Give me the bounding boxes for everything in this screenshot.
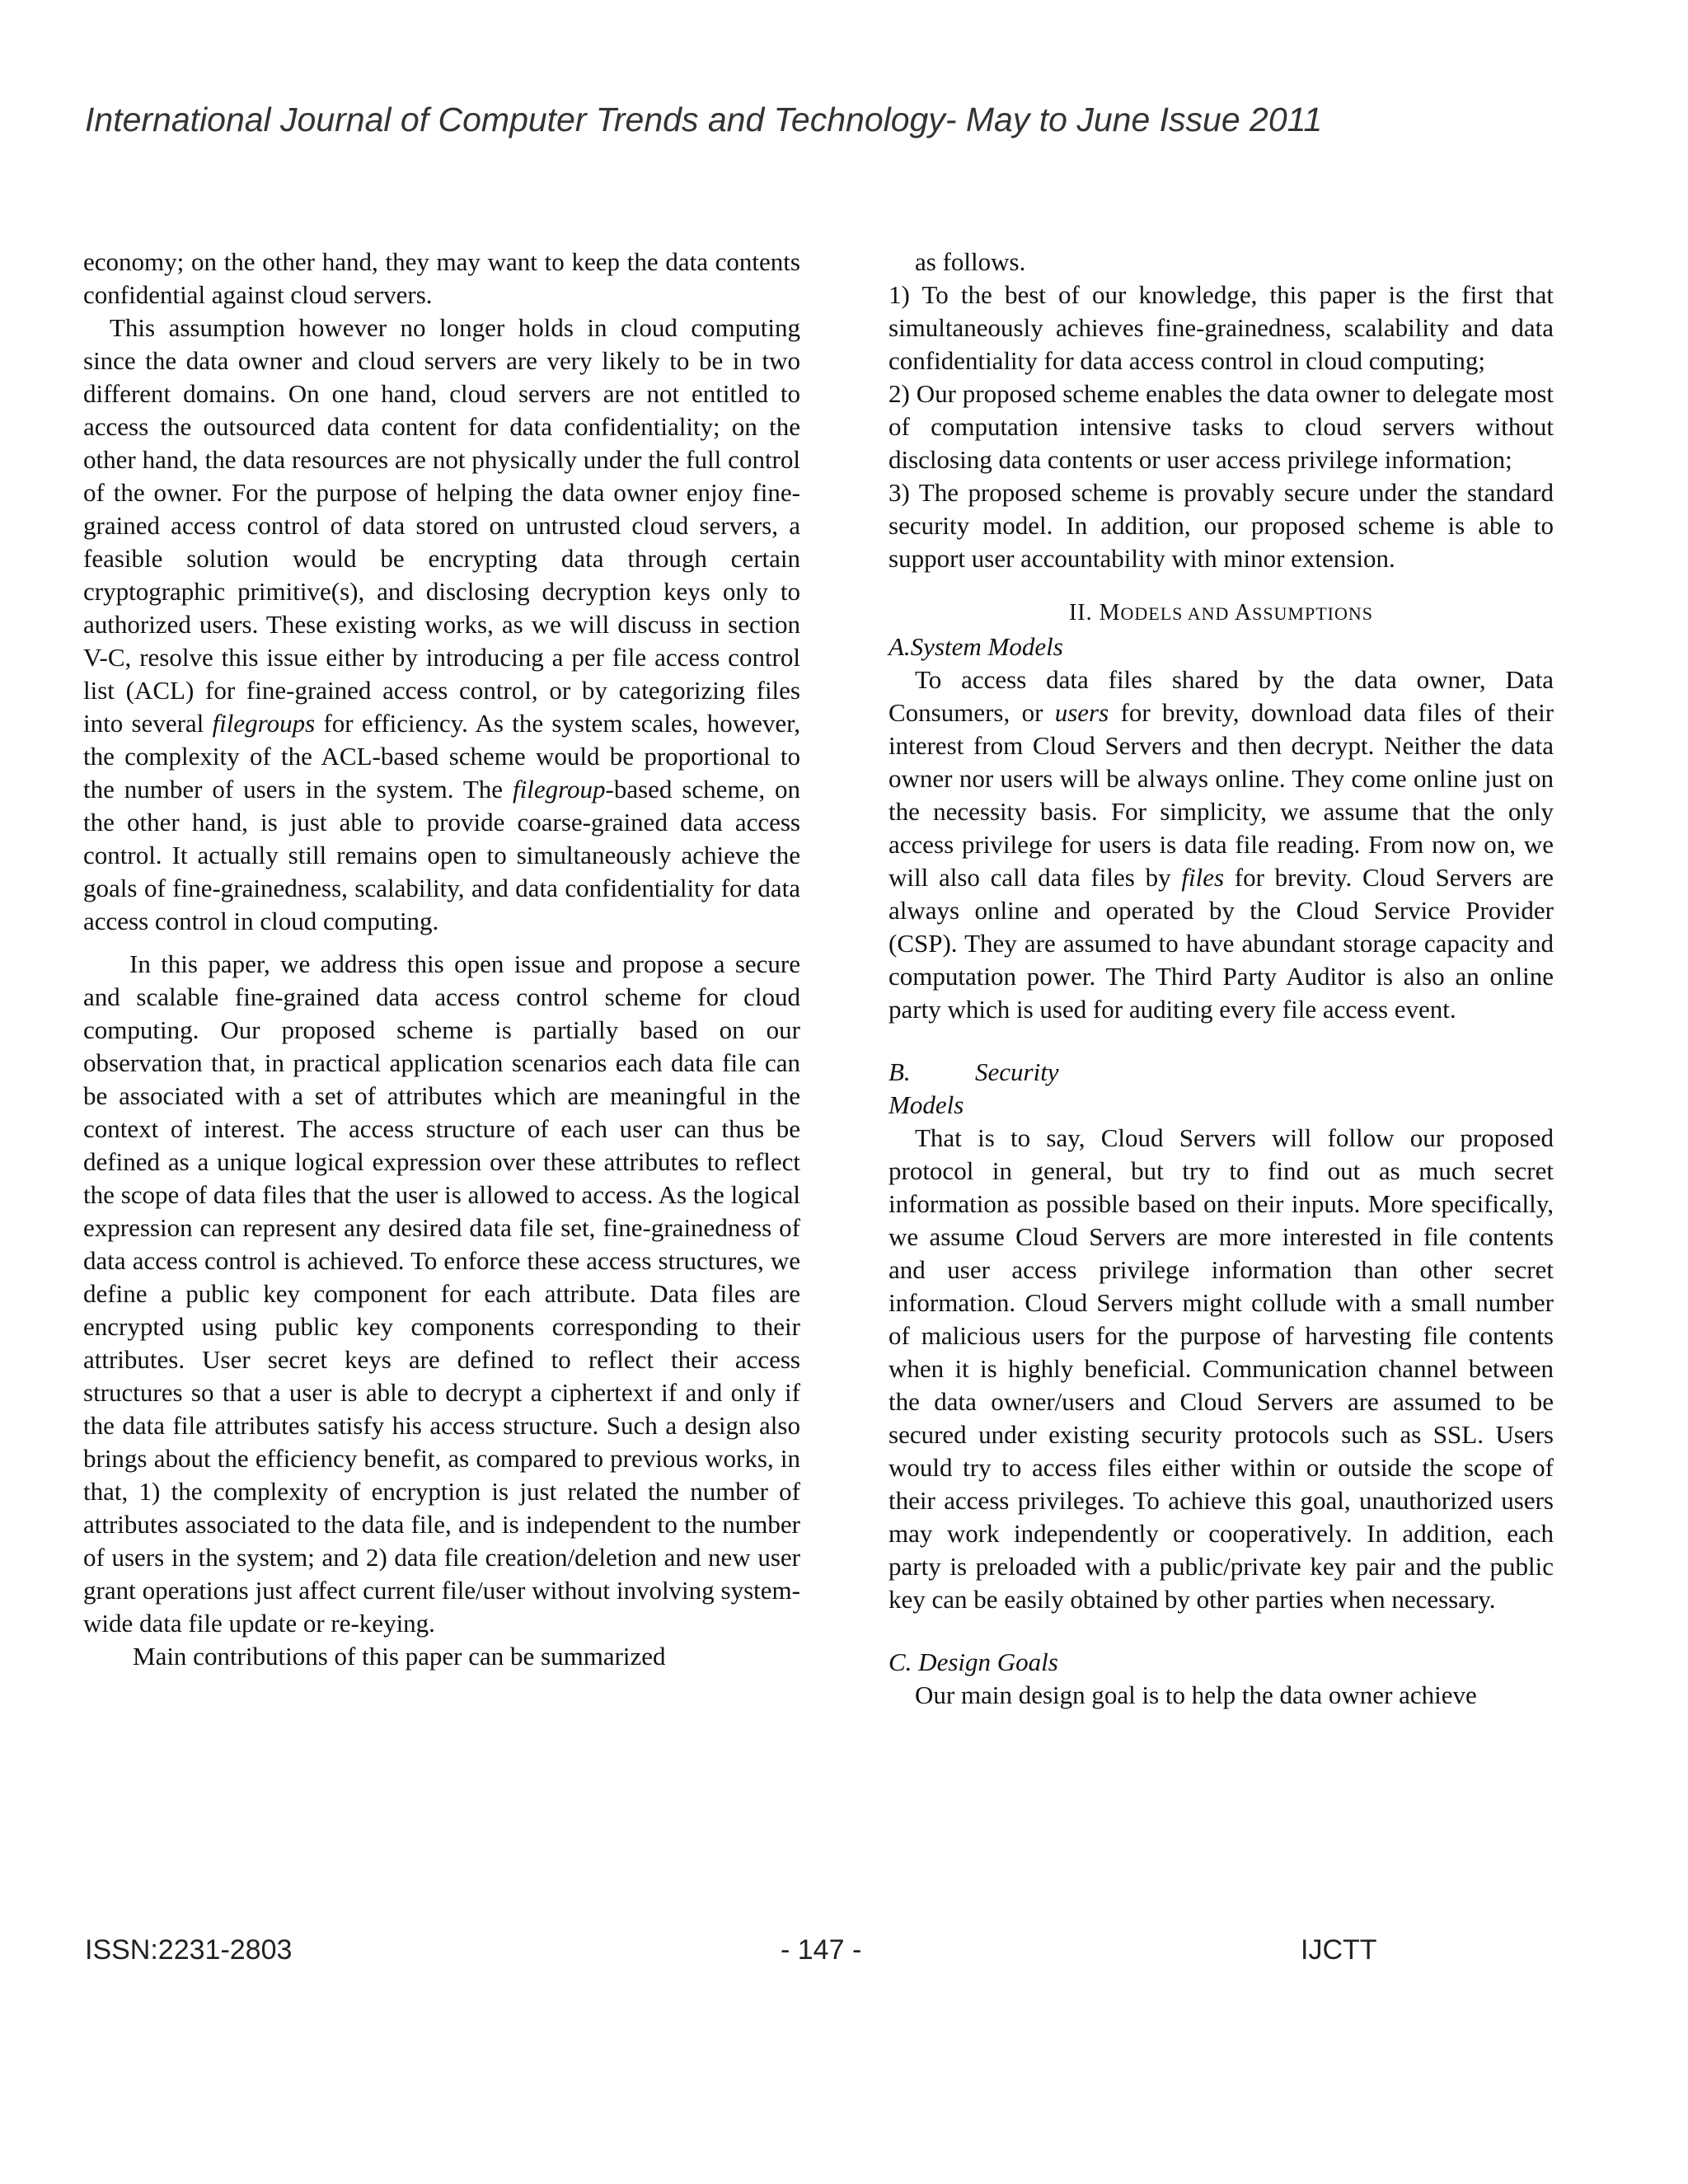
text-run: for efficiency. As the system scales, however, the complexity of the ACL-based scheme would be proportional to the number of users in the system. The [83, 709, 801, 804]
paragraph-assumption [83, 312, 800, 938]
journal-header: International Journal of Computer Trends and Technology- May to June Issue 2011 [85, 101, 1323, 138]
subsection-security-models [889, 1056, 1554, 1122]
footer-issn: ISSN:2231-2803 [85, 1934, 293, 1966]
contribution-item-3: 3) The proposed scheme is provably secure under the standard security model. In addition, our proposed scheme is able to support user accountability with minor extension. [889, 478, 1554, 573]
footer-page-number: - 147 - [781, 1934, 862, 1966]
paragraph-proposal: In this paper, we address this open issue and propose a secure and scalable fine-grained data access control scheme for cloud computing. Our proposed scheme is partially based on our observation that, in practical application scenarios each data file can be associated with a set of attributes which are meaningful in the context of interest. The access structure of each user can thus be defined as a unique logical expression over these attributes to reflect the scope of data files that the user is allowed to access. As the logical expression can represent any desired data file set, fine-grainedness of data access control is achieved. To enforce these access structures, we define a public key component for each attribute. Data files are encrypted using public key components corresponding to their attributes. User secret keys are defined to reflect their access structures so that a user is able to decrypt a ciphertext if and only if the data file attributes satisfy his access structure. Such a design also brings about the efficiency benefit, as compared to previous works, in that, 1) the complexity of encryption is just related the number of attributes associated to the data file, and is independent to the number of users in the system; and 2) data file creation/deletion and new user grant operations just affect current file/user without involving system-wide data file update or re-keying. [83, 949, 800, 1638]
subsection-word: Models [889, 1090, 964, 1119]
text-run: To access data files shared by the data owner, Data Consumers, or [889, 665, 1554, 727]
subsection-label: B. [889, 1057, 911, 1086]
section-small-caps: SSUMPTIONS [1252, 603, 1374, 624]
subsection-design-goals: C. Design Goals [889, 1647, 1058, 1676]
paragraph-economy: economy; on the other hand, they may want to keep the data contents confidential against cloud servers. [83, 247, 800, 309]
section-cap: A [1234, 600, 1253, 626]
section-small-caps: ODELS AND [1120, 603, 1230, 624]
emphasis-filegroups: filegroups [212, 709, 316, 738]
section-cap: M [1099, 600, 1121, 626]
emphasis-files: files [1181, 863, 1225, 892]
paragraph-system-models [889, 663, 1554, 1026]
text-run: for brevity. Cloud Servers are always online and operated by the Cloud Service Provider (CSP). They are assumed to have abundant storage capacity and computation power. The Third Party Auditor is also an online party which is used for auditing every file access event. [889, 863, 1554, 1024]
section-heading-models-assumptions [889, 597, 1554, 630]
right-column [889, 246, 1554, 1712]
paragraph-as-follows: as follows. [915, 247, 1026, 276]
section-numeral: II. [1068, 600, 1093, 626]
text-run: -based scheme, on the other hand, is just able to provide coarse-grained data access control. It actually still remains open to simultaneously achieve the goals of fine-grainedness, scalability, and data confidentiality for data access control in cloud computing. [83, 775, 800, 935]
paragraph-contributions-lead: Main contributions of this paper can be summarized [133, 1642, 666, 1671]
emphasis-users: users [1054, 698, 1109, 727]
text-run: for brevity, download data files of their interest from Cloud Servers and then decrypt. Neither the data owner nor users will be always online. They come online just on the necessity basis. For simplicity, we assume that the only access privilege for users is data file reading. From now on, we will also call data files by [889, 698, 1554, 892]
left-column [83, 246, 800, 1673]
subsection-system-models: A.System Models [889, 632, 1063, 661]
footer-journal-acronym: IJCTT [1301, 1934, 1377, 1966]
subsection-word: Security [975, 1057, 1059, 1086]
paragraph-security-models: That is to say, Cloud Servers will follow our proposed protocol in general, but try to find out as much secret information as possible based on their inputs. More specifically, we assume Cloud Servers are more interested in file contents and user access privilege information than other secret information. Cloud Servers might collude with a small number of malicious users for the purpose of harvesting file contents when it is highly beneficial. Communication channel between the data owner/users and Cloud Servers are assumed to be secured under existing security protocols such as SSL. Users would try to access files either within or outside the scope of their access privileges. To achieve this goal, unauthorized users may work independently or cooperatively. In addition, each party is preloaded with a public/private key pair and the public key can be easily obtained by other parties when necessary. [889, 1123, 1554, 1614]
contribution-item-1: 1) To the best of our knowledge, this paper is the first that simultaneously achieves fine-grainedness, scalability and data confidentiality for data access control in cloud computing; [889, 280, 1554, 375]
text-run: This assumption however no longer holds in cloud computing since the data owner and cloud servers are very likely to be in two different domains. On one hand, cloud servers are not entitled to access the outsourced data content for data confidentiality; on the other hand, the data resources are not physically under the full control of the owner. For the purpose of helping the data owner enjoy fine-grained access control of data stored on untrusted cloud servers, a feasible solution would be encrypting data through certain cryptographic primitive(s), and disclosing decryption keys only to authorized users. These existing works, as we will discuss in section V-C, resolve this issue either by introducing a per file access control list (ACL) for fine-grained access control, or by categorizing files into several [83, 313, 800, 738]
contribution-item-2: 2) Our proposed scheme enables the data owner to delegate most of computation intensive tasks to cloud servers without disclosing data contents or user access privilege information; [889, 379, 1554, 474]
paragraph-design-goals: Our main design goal is to help the data owner achieve [915, 1680, 1477, 1709]
emphasis-filegroup: filegroup [513, 775, 606, 804]
